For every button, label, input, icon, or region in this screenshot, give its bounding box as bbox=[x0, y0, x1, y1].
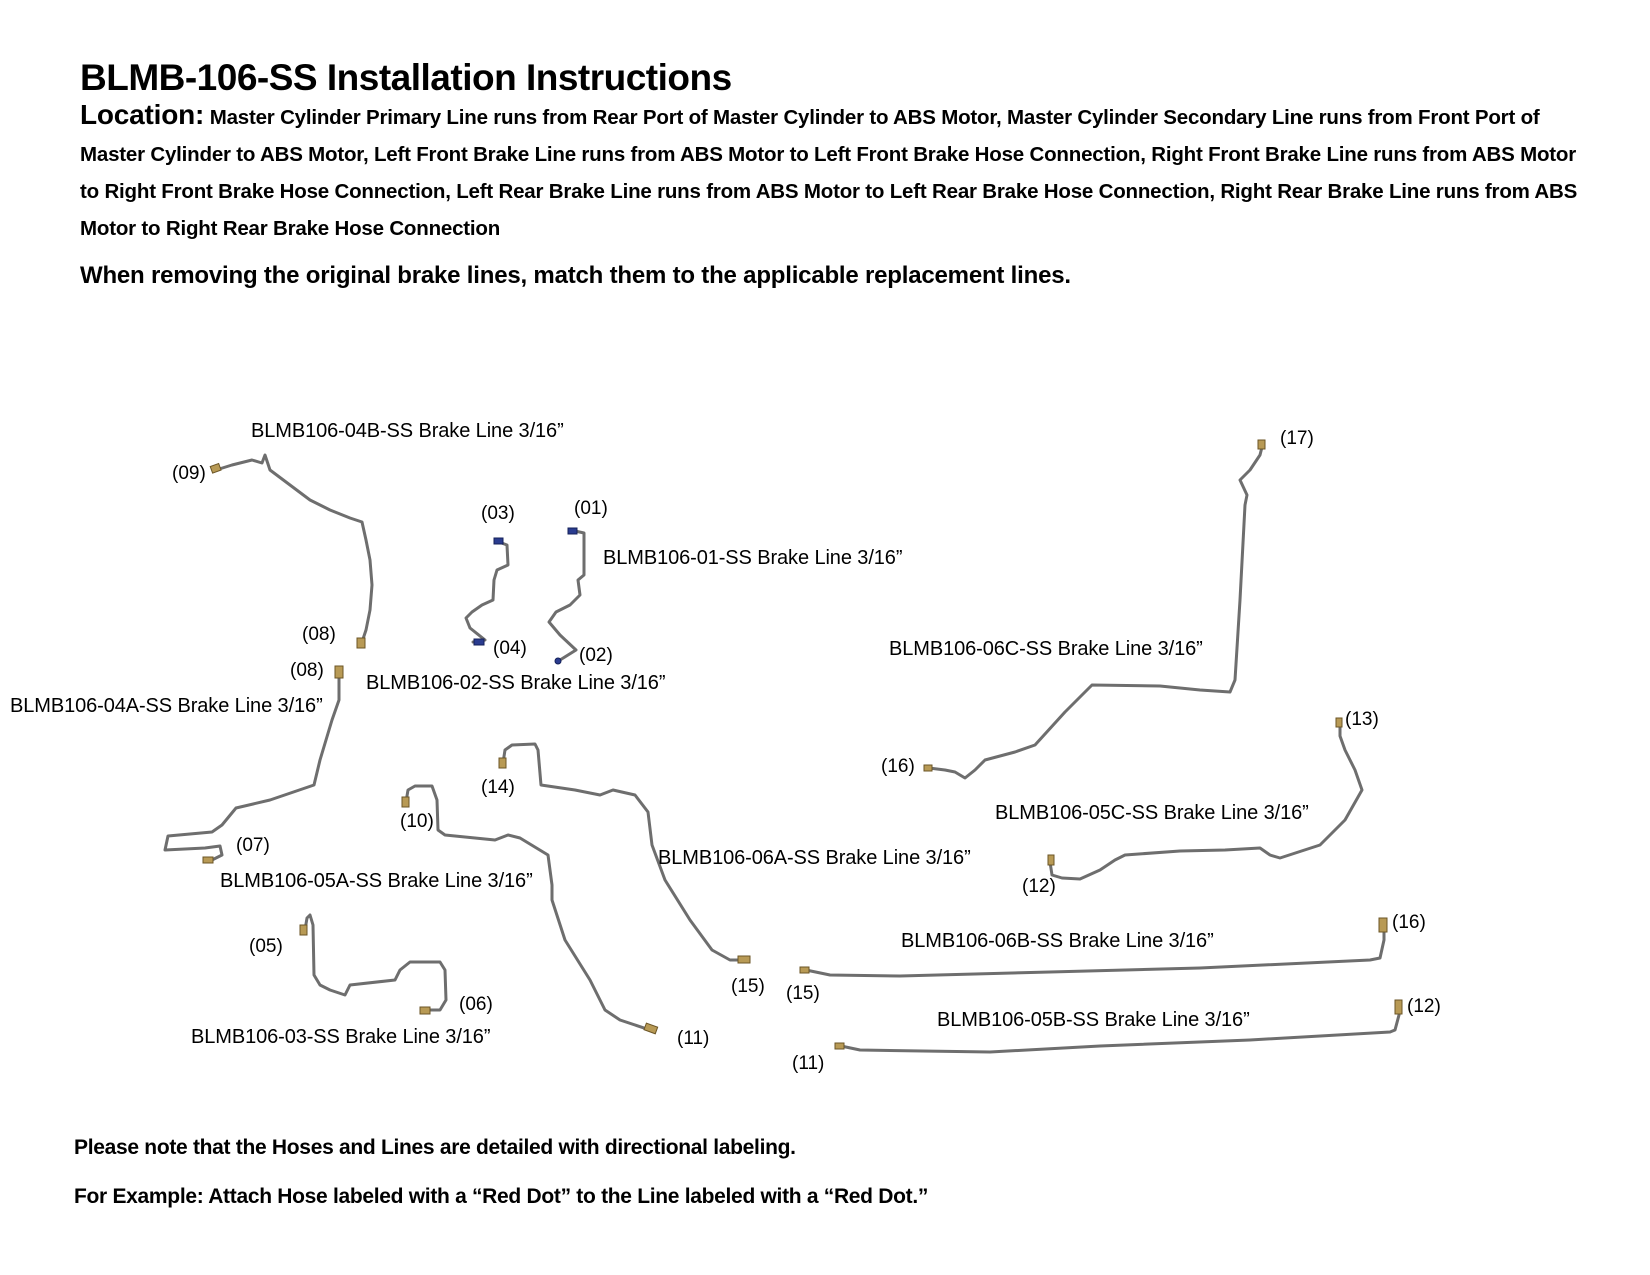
part-label-05a: BLMB106-05A-SS Brake Line 3/16” bbox=[220, 870, 533, 892]
part-label-06a: BLMB106-06A-SS Brake Line 3/16” bbox=[658, 847, 971, 869]
brake-line-05c bbox=[1048, 718, 1362, 879]
brake-line-06c bbox=[924, 440, 1265, 778]
part-label-03: BLMB106-03-SS Brake Line 3/16” bbox=[191, 1026, 491, 1048]
port-label-13: (13) bbox=[1345, 709, 1379, 730]
port-label-09: (09) bbox=[172, 463, 206, 484]
part-label-05b: BLMB106-05B-SS Brake Line 3/16” bbox=[937, 1009, 1250, 1031]
part-label-06b: BLMB106-06B-SS Brake Line 3/16” bbox=[901, 930, 1214, 952]
port-label-05: (05) bbox=[249, 936, 283, 957]
part-label-06c: BLMB106-06C-SS Brake Line 3/16” bbox=[889, 638, 1203, 660]
location-text: Master Cylinder Primary Line runs from Rear Port of Master Cylinder to ABS Motor, Master Cylinder Secondary Line runs from Front Port of Master Cylinder to ABS Motor, Left Front Brake Line runs from ABS Motor to Left Front Brake Hose Connection, Right Front Brake Line runs from ABS Motor to Right Front Brake Hose Connection, Left Rear Brake Line runs from ABS Motor to Left Rear Brake Hose Connection, Right Rear Brake Line runs from ABS Motor to Right Rear Brake Hose Connection bbox=[80, 106, 1578, 240]
footer-note-directional: Please note that the Hoses and Lines are detailed with directional labeling. bbox=[74, 1136, 796, 1159]
part-label-05c: BLMB106-05C-SS Brake Line 3/16” bbox=[995, 802, 1309, 824]
port-label-14: (14) bbox=[481, 777, 515, 798]
brake-line-01 bbox=[549, 528, 584, 664]
port-label-15-b: (15) bbox=[786, 983, 820, 1004]
port-label-11-a: (11) bbox=[677, 1028, 710, 1049]
part-label-02: BLMB106-02-SS Brake Line 3/16” bbox=[366, 672, 666, 694]
part-label-01: BLMB106-01-SS Brake Line 3/16” bbox=[603, 547, 903, 569]
port-label-06: (06) bbox=[459, 994, 493, 1015]
brake-line-02 bbox=[466, 538, 508, 645]
port-label-10: (10) bbox=[400, 811, 434, 832]
port-label-04: (04) bbox=[493, 638, 527, 659]
port-label-11-b: (11) bbox=[792, 1053, 825, 1074]
port-label-16-a: (16) bbox=[881, 756, 915, 777]
port-label-12-a: (12) bbox=[1022, 876, 1056, 897]
port-label-01: (01) bbox=[574, 498, 608, 519]
port-label-12-b: (12) bbox=[1407, 996, 1441, 1017]
brake-line-05a bbox=[402, 786, 658, 1034]
part-label-04a: BLMB106-04A-SS Brake Line 3/16” bbox=[10, 695, 323, 717]
footer-note-example: For Example: Attach Hose labeled with a “Red Dot” to the Line labeled with a “Red Dot.” bbox=[74, 1185, 929, 1208]
port-label-15-a: (15) bbox=[731, 976, 765, 997]
brake-line-04b bbox=[210, 455, 372, 648]
port-label-17: (17) bbox=[1280, 428, 1314, 449]
port-label-08-upper: (08) bbox=[302, 624, 336, 645]
port-label-08-lower: (08) bbox=[290, 660, 324, 681]
port-label-02: (02) bbox=[579, 645, 613, 666]
match-note: When removing the original brake lines, match them to the applicable replacement lines. bbox=[80, 262, 1071, 289]
port-label-16-b: (16) bbox=[1392, 912, 1426, 933]
brake-line-03 bbox=[300, 915, 446, 1014]
port-label-07: (07) bbox=[236, 835, 270, 856]
part-label-04b: BLMB106-04B-SS Brake Line 3/16” bbox=[251, 420, 564, 442]
port-label-03: (03) bbox=[481, 503, 515, 524]
page-title: BLMB-106-SS Installation Instructions bbox=[80, 57, 732, 98]
location-label: Location: bbox=[80, 99, 205, 130]
